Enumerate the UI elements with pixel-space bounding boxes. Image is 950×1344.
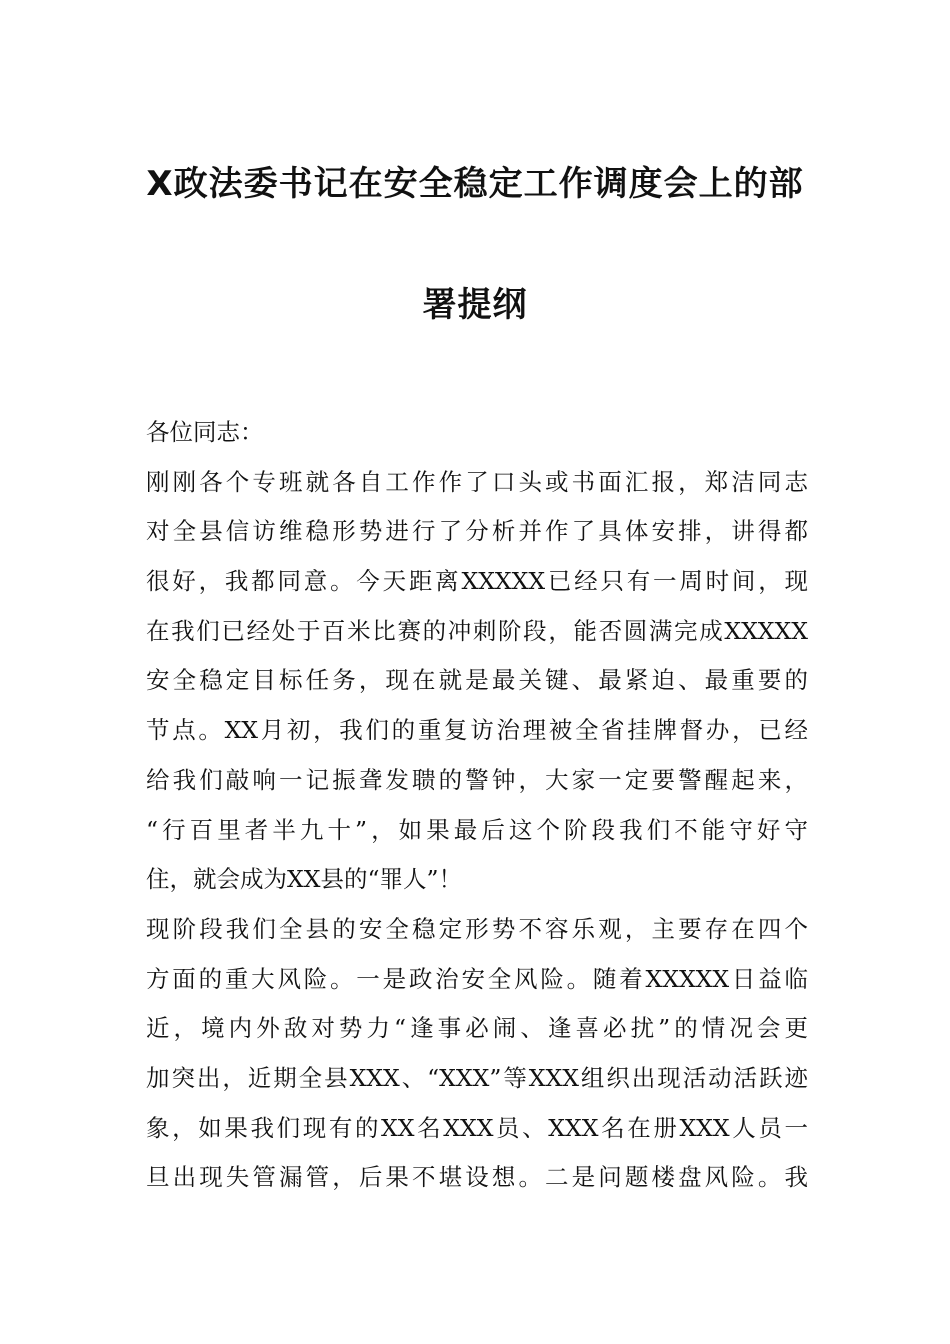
- paragraph-line: 在我们已经处于百米比赛的冲刺阶段，能否圆满完成XXXXX: [146, 616, 808, 645]
- paragraph-line: 刚刚各个专班就各自工作作了口头或书面汇报，郑洁同志: [146, 467, 808, 496]
- paragraph-line: 近，境内外敌对势力“逢事必闹、逢喜必扰”的情况会更: [146, 1014, 808, 1043]
- document-body: [146, 408, 808, 1203]
- paragraph-line: 很好，我都同意。今天距离XXXXX已经只有一周时间，现: [146, 567, 808, 596]
- paragraph-line: 加突出，近期全县XXX、“XXX”等XXX组织出现活动活跃迹: [146, 1063, 808, 1092]
- paragraph-line: “行百里者半九十”，如果最后这个阶段我们不能守好守: [146, 815, 808, 844]
- paragraph-1: [146, 458, 808, 905]
- paragraph-line: 节点。XX月初，我们的重复访治理被全省挂牌督办，已经: [146, 716, 808, 745]
- paragraph-line: 现阶段我们全县的安全稳定形势不容乐观，主要存在四个: [146, 914, 808, 943]
- document-title-line-1: X政法委书记在安全稳定工作调度会上的部: [146, 164, 804, 204]
- paragraph-2: [146, 905, 808, 1203]
- paragraph-line: 旦出现失管漏管，后果不堪设想。二是问题楼盘风险。我: [146, 1163, 808, 1192]
- document-title-line-2: 署提纲: [422, 285, 528, 325]
- paragraph-line: 住，就会成为XX县的“罪人”！: [146, 865, 462, 894]
- paragraph-line: 方面的重大风险。一是政治安全风险。随着XXXXX日益临: [146, 964, 808, 993]
- paragraph-line: 象，如果我们现有的XX名XXX员、XXX名在册XXX人员一: [146, 1113, 808, 1142]
- paragraph-line: 安全稳定目标任务，现在就是最关键、最紧迫、最重要的: [146, 666, 808, 695]
- greeting: 各位同志：: [146, 418, 264, 446]
- paragraph-line: 给我们敲响一记振聋发聩的警钟，大家一定要警醒起来，: [146, 765, 808, 794]
- paragraph-line: 对全县信访维稳形势进行了分析并作了具体安排，讲得都: [146, 517, 808, 546]
